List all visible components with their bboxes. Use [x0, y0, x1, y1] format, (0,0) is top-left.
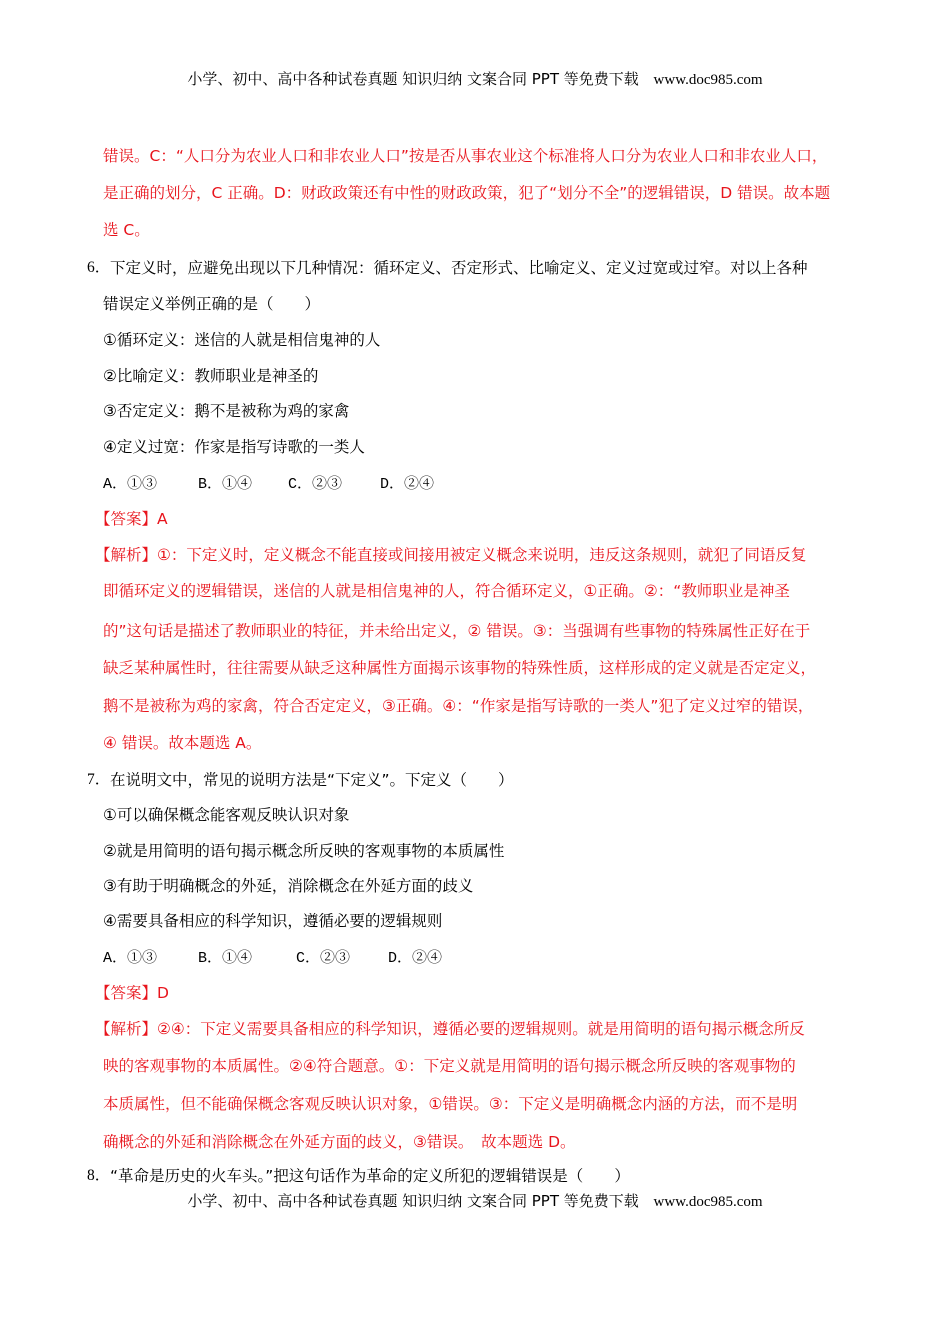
page-footer — [0, 1190, 950, 1211]
analysis-line: 【解析】①：下定义时，定义概念不能直接或间接用被定义概念来说明，违反这条规则，就犯了同语反复 — [95, 546, 807, 564]
question-item: ③有助于明确概念的外延，消除概念在外延方面的歧义 — [103, 877, 474, 895]
option-d: D．②④ — [388, 950, 443, 967]
analysis-line: 是正确的划分，C 正确。D：财政政策还有中性的财政政策，犯了“划分不全”的逻辑错误，D 错误。故本题 — [103, 184, 831, 202]
question-number: 6． — [87, 259, 111, 276]
question-item: ③否定定义：鹅不是被称为鸡的家禽 — [103, 402, 350, 420]
question-item: ①循环定义：迷信的人就是相信鬼神的人 — [103, 331, 381, 349]
answer-options — [103, 473, 434, 495]
analysis-line: 映的客观事物的本质属性。②④符合题意。①：下定义就是用简明的语句揭示概念所反映的客观事物的 — [103, 1057, 796, 1075]
question-number: 8． — [87, 1167, 111, 1184]
option-b: B．①④ — [198, 476, 253, 493]
option-a: A．①③ — [103, 476, 158, 493]
analysis-line: 确概念的外延和消除概念在外延方面的歧义，③错误。 故本题选 D。 — [103, 1133, 576, 1151]
analysis-line: 本质属性，但不能确保概念客观反映认识对象，①错误。③：下定义是明确概念内涵的方法，而不是明 — [103, 1095, 798, 1113]
answer-options — [103, 947, 442, 969]
analysis-line: ④ 错误。故本题选 A。 — [103, 734, 262, 752]
question-number: 7． — [87, 771, 111, 788]
question-item: ②就是用简明的语句揭示概念所反映的客观事物的本质属性 — [103, 842, 505, 860]
option-d: D．②④ — [380, 476, 435, 493]
question-stem: 在说明文中，常见的说明方法是“下定义”。下定义（ ） — [110, 771, 514, 789]
option-c: C．②③ — [288, 476, 343, 493]
option-c: C．②③ — [296, 950, 351, 967]
analysis-line: 错误。C：“人口分为农业人口和非农业人口”按是否从事农业这个标准将人口分为农业人口和非农业人口， — [103, 147, 828, 165]
question-item: ②比喻定义：教师职业是神圣的 — [103, 367, 319, 385]
question-stem: 下定义时，应避免出现以下几种情况：循环定义、否定形式、比喻定义、定义过宽或过窄。对以上各种 — [110, 259, 808, 277]
footer-url: www.doc985.com — [653, 1194, 763, 1210]
header-text: 小学、初中、高中各种试卷真题 知识归纳 文案合同 PPT 等免费下载 — [187, 70, 639, 88]
question-item: ①可以确保概念能客观反映认识对象 — [103, 806, 350, 824]
option-b: B．①④ — [198, 950, 253, 967]
analysis-line: 的”这句话是描述了教师职业的特征，并未给出定义，② 错误。③：当强调有些事物的特殊属性正好在于 — [103, 622, 811, 640]
header-url: www.doc985.com — [653, 72, 763, 88]
analysis-line: 鹅不是被称为鸡的家禽，符合否定定义，③正确。④：“作家是指写诗歌的一类人”犯了定义过窄的错误， — [103, 697, 814, 715]
answer-label: 【答案】D — [95, 984, 169, 1002]
analysis-line: 缺乏某种属性时，往往需要从缺乏这种属性方面揭示该事物的特殊性质，这样形成的定义就是否定定义， — [103, 659, 817, 677]
question-item: ④定义过宽：作家是指写诗歌的一类人 — [103, 438, 365, 456]
question-item: ④需要具备相应的科学知识，遵循必要的逻辑规则 — [103, 912, 443, 930]
question-stem: “革命是历史的火车头。”把这句话作为革命的定义所犯的逻辑错误是（ ） — [110, 1167, 630, 1185]
option-a: A．①③ — [103, 950, 158, 967]
analysis-line: 【解析】②④：下定义需要具备相应的科学知识，遵循必要的逻辑规则。就是用简明的语句揭示概念所反 — [95, 1020, 805, 1038]
question-stem: 错误定义举例正确的是（ ） — [103, 295, 321, 313]
page-header — [0, 68, 950, 89]
analysis-line: 即循环定义的逻辑错误，迷信的人就是相信鬼神的人，符合循环定义，①正确。②：“教师职业是神圣 — [103, 582, 790, 600]
answer-label: 【答案】A — [95, 510, 168, 528]
footer-text: 小学、初中、高中各种试卷真题 知识归纳 文案合同 PPT 等免费下载 — [187, 1192, 639, 1210]
analysis-line: 选 C。 — [103, 221, 150, 239]
